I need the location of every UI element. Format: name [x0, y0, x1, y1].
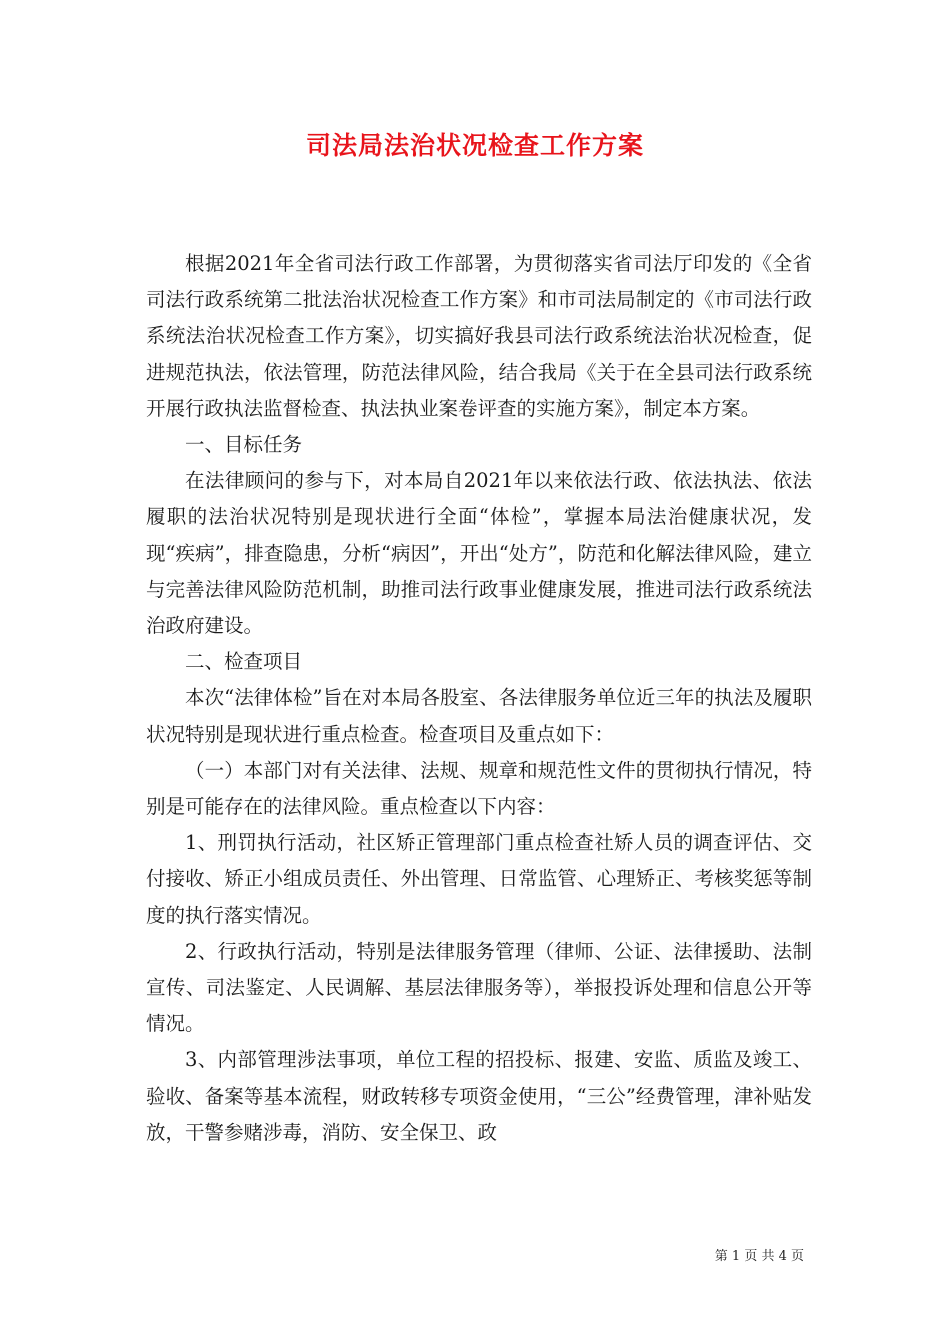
paragraph-subsection-one: （一）本部门对有关法律、法规、规章和规范性文件的贯彻执行情况，特别是可能存在的法律风险。重点检查以下内容： [146, 758, 812, 819]
paragraph-objectives: 在法律顾问的参与下，对本局自2021年以来依法行政、依法执法、依法履职的法治状况特别是现状进行全面“体检”，掌握本局法治健康状况，发现“疾病”，排查隐患，分析“病因”，开出“处方”，防范和化解法律风险，建立与完善法律风险防范机制，助推司法行政事业健康发展，推进司法行政系统法治政府建设。 [146, 469, 812, 638]
section-heading-objectives: 一、目标任务 [185, 433, 303, 457]
paragraph-item-1: 1、刑罚执行活动，社区矫正管理部门重点检查社矫人员的调查评估、交付接收、矫正小组成员责任、外出管理、日常监管、心理矫正、考核奖惩等制度的执行落实情况。 [146, 831, 812, 927]
document-title: 司法局法治状况检查工作方案 [305, 131, 644, 160]
document-body [146, 246, 812, 1151]
page-number: 第 1 页 共 4 页 [714, 1249, 804, 1264]
paragraph-inspection-scope: 本次“法律体检”旨在对本局各股室、各法律服务单位近三年的执法及履职状况特别是现状进行重点检查。检查项目及重点如下： [146, 686, 812, 746]
paragraph-intro: 根据2021年全省司法行政工作部署，为贯彻落实省司法厅印发的《全省司法行政系统第二批法治状况检查工作方案》和市司法局制定的《市司法行政系统法治状况检查工作方案》，切实搞好我县司法行政系统法治状况检查，促进规范执法，依法管理，防范法律风险，结合我局《关于在全县司法行政系统开展行政执法监督检查、执法执业案卷评查的实施方案》，制定本方案。 [146, 252, 812, 420]
paragraph-item-2: 2、行政执行活动，特别是法律服务管理（律师、公证、法律援助、法制宣传、司法鉴定、人民调解、基层法律服务等），举报投诉处理和信息公开等情况。 [146, 939, 812, 1036]
section-heading-inspection-items: 二、检查项目 [185, 650, 303, 674]
paragraph-item-3: 3、内部管理涉法事项，单位工程的招投标、报建、安监、质监及竣工、验收、备案等基本流程，财政转移专项资金使用，“三公”经费管理，津补贴发放，干警参赌涉毒，消防、安全保卫、政 [146, 1048, 812, 1144]
